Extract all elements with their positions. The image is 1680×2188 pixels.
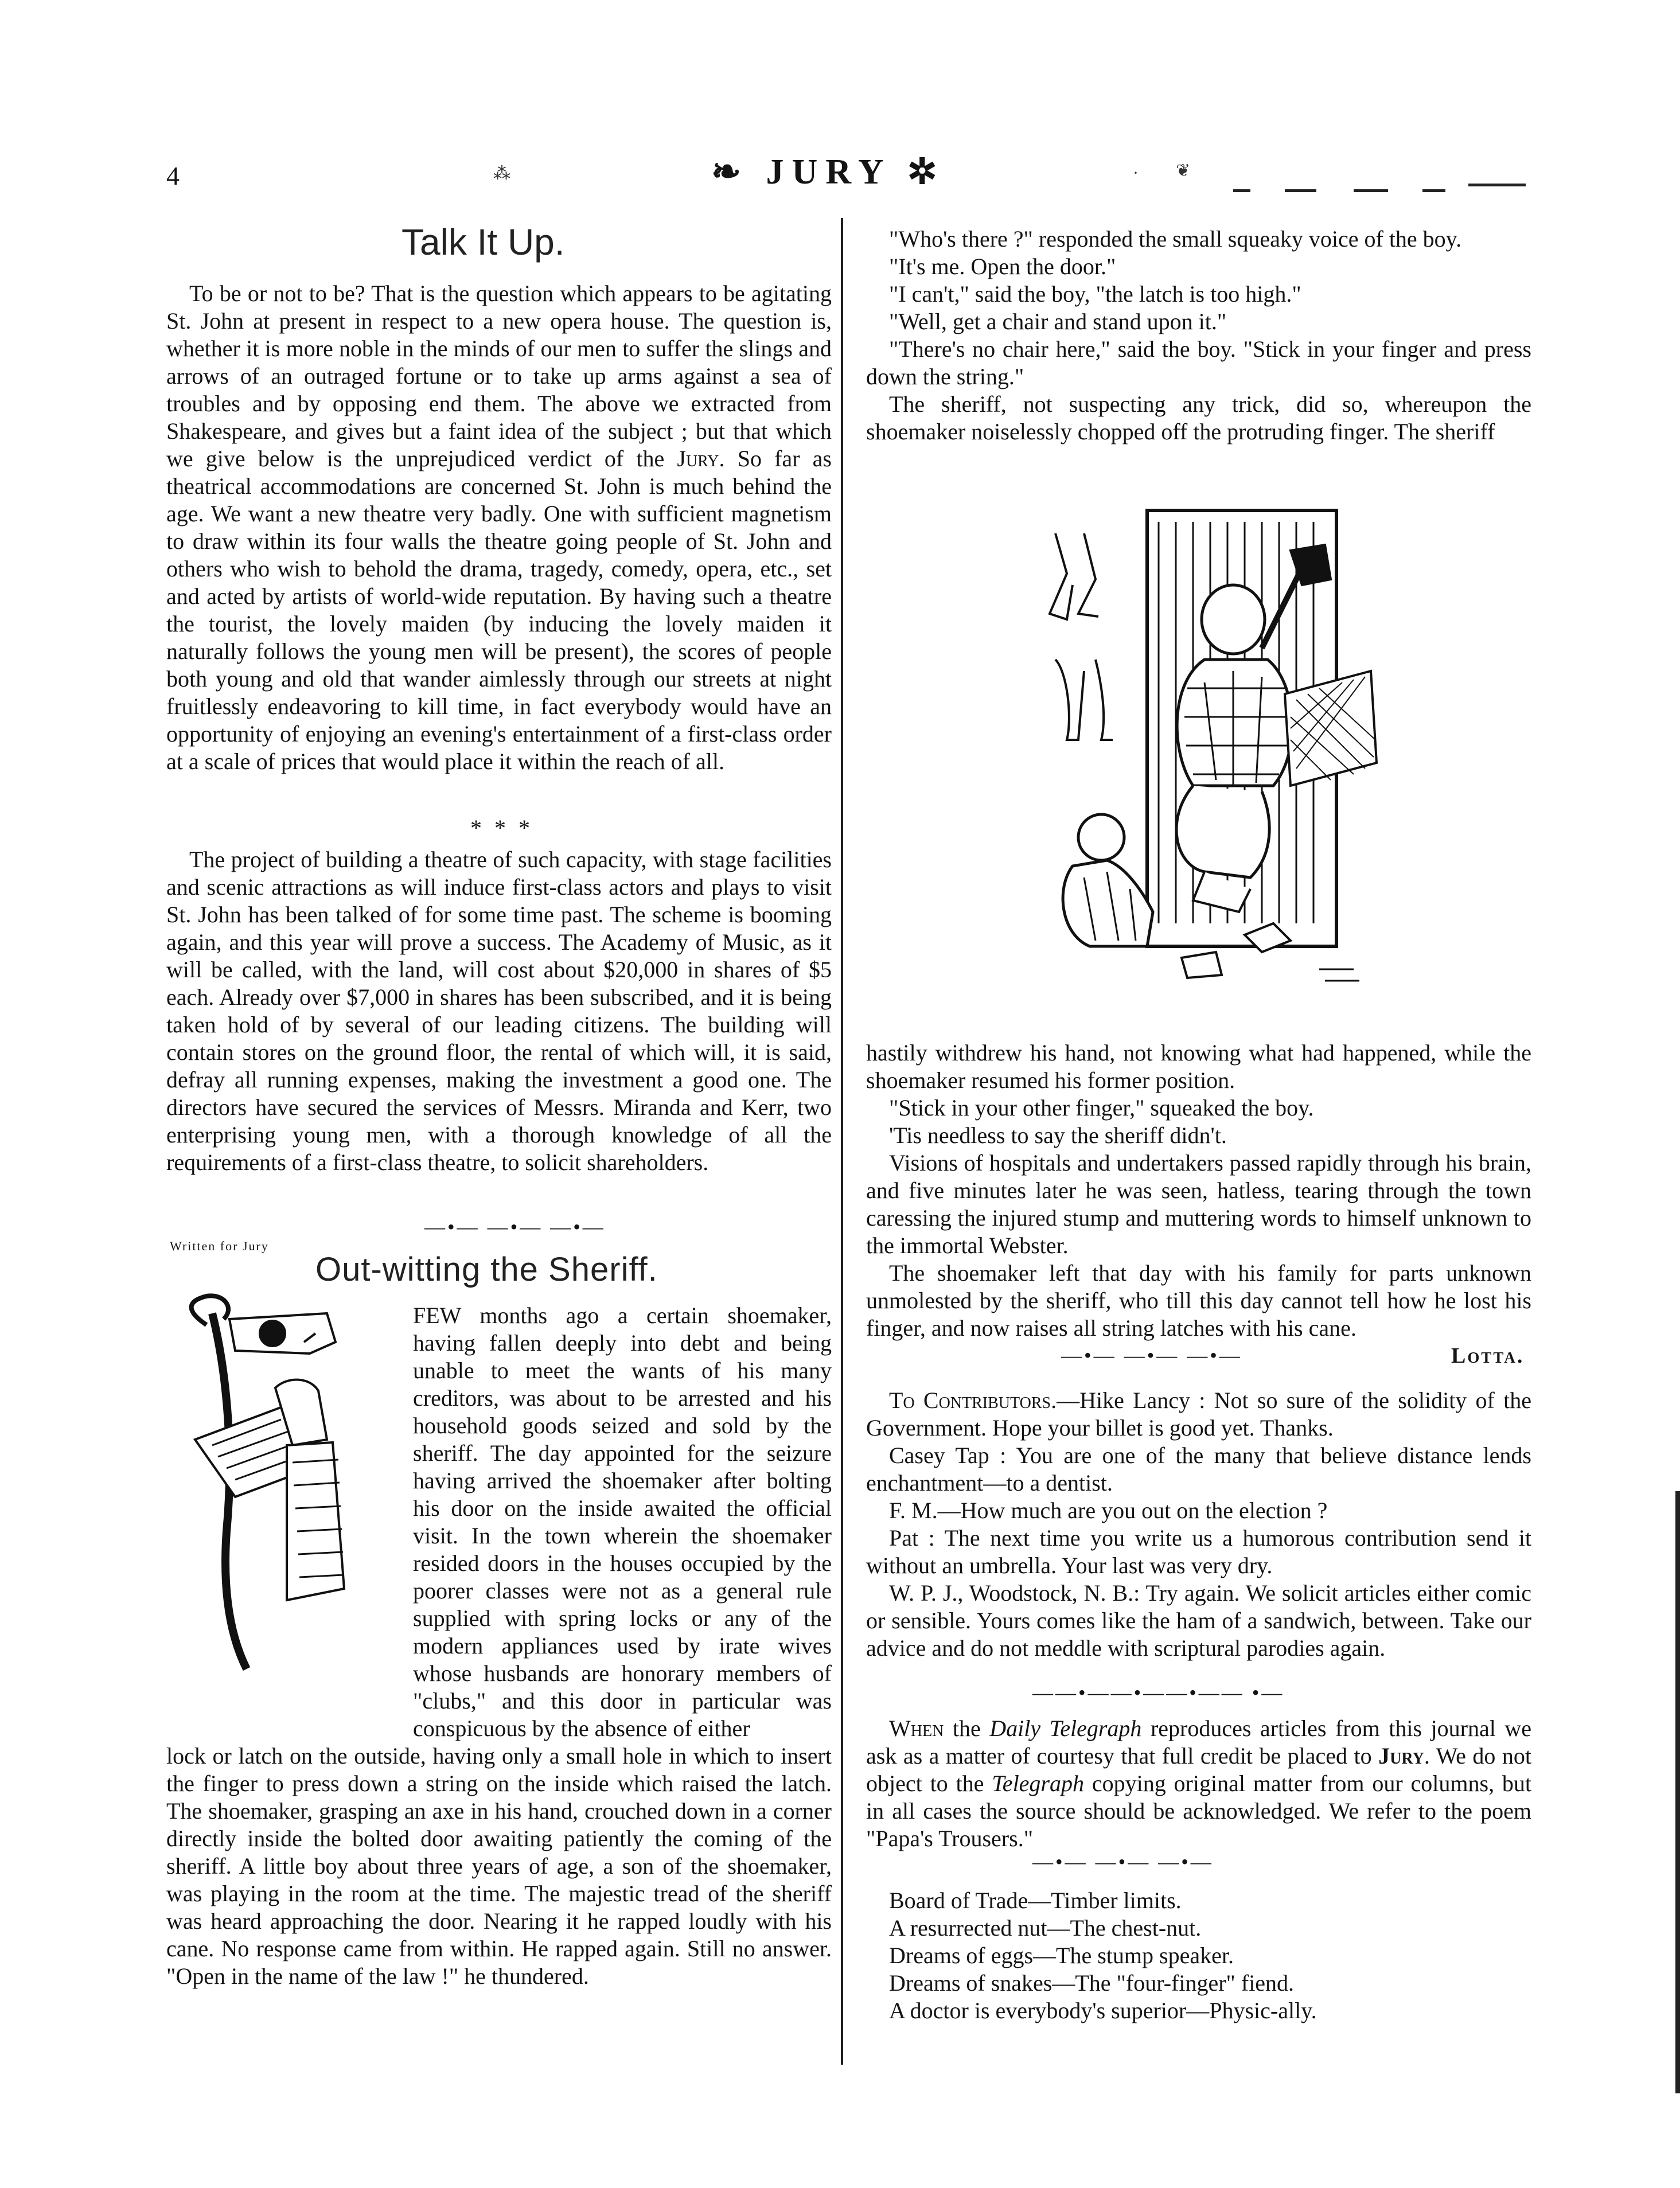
- header-rule-fragment: [1354, 189, 1388, 192]
- right-paragraph-shoemaker-left: The shoemaker left that day with his family for parts unknown unmolested by the sheriff, who till this day cannot tell how he lost his finger, and now raises all string latches with his cane.: [866, 1260, 1531, 1341]
- joke-item: A doctor is everybody's superior—Physic-ally.: [889, 1998, 1317, 2023]
- article-title-out-witting-the-sheriff: Out-witting the Sheriff.: [315, 1251, 658, 1288]
- axe-and-hand-illustration: [172, 1290, 402, 1680]
- right-paragraph-chopped: The sheriff, not suspecting any trick, did so, whereupon the shoemaker noiselessly chopped off the protruding finger. The sheriff: [866, 391, 1531, 444]
- telegraph-jury: Jury: [1378, 1743, 1424, 1769]
- right-paragraph-its-me: "It's me. Open the door.": [889, 253, 1116, 279]
- joke-item: Board of Trade—Timber limits.: [889, 1887, 1182, 1913]
- telegraph-text-1: the: [952, 1715, 981, 1741]
- divider: —•— —•— —•—: [424, 1215, 606, 1238]
- header-ornament-right: ❦: [1176, 161, 1191, 180]
- talk-paragraph-1: [166, 280, 832, 775]
- page-number: 4: [166, 161, 180, 190]
- right-paragraph-get-chair: "Well, get a chair and stand upon it.": [889, 309, 1227, 334]
- right-paragraph-who: "Who's there ?" responded the small squeaky voice of the boy.: [889, 226, 1462, 252]
- door-scene-drawing: [1032, 499, 1388, 992]
- masthead: [711, 150, 945, 193]
- joke-item: Dreams of eggs—The stump speaker.: [889, 1943, 1234, 1968]
- contributors-note-4: Pat : The next time you write us a humorous contribution send it without an umbrella. Your last was very dry.: [866, 1525, 1531, 1578]
- telegraph-when: When: [889, 1715, 944, 1741]
- sheriff-paragraph-1-continued: lock or latch on the outside, having only a small hole in which to insert the finger to press down a string on the inside which raised the latch. The shoemaker, grasping an axe in his hand, crouched down in a corner directly inside the bolted door awaiting patiently the coming of the sheriff. A little boy about three years of age, a son of the shoemaker, was playing in the room at the time. The majestic tread of the sheriff was heard approaching the door. Nearing it he rapped loudly with his cane. No response came from within. He rapped again. Still no answer. "Open in the name of the law !" he thundered.: [166, 1743, 832, 1989]
- joke-item: A resurrected nut—The chest-nut.: [889, 1915, 1202, 1941]
- contributors-note-3: F. M.—How much are you out on the election ?: [889, 1497, 1328, 1523]
- divider: —•— —•— —•—: [1061, 1344, 1242, 1367]
- masthead-title: JURY: [766, 153, 891, 192]
- divider: ——•——•——•—— •—: [1032, 1681, 1285, 1704]
- header-rule-fragment: [1233, 189, 1250, 192]
- talk-paragraph-1-text: To be or not to be? That is the question which appears to be agitating St. John at present in respect to a new opera house. The question is, whether it is more noble in the minds of our men to suffer the slings and arrows of an outraged fortune or to take up arms against a sea of troubles and by opposing end them. The above we extracted from Shakespeare, and gives but a faint idea of the subject ; but that which we give below is the unprejudiced verdict of the: [166, 280, 832, 471]
- header-rule-fragment: [1422, 189, 1445, 192]
- header-rule-fragment: [1285, 189, 1316, 192]
- talk-paragraph-1-rest: . So far as theatrical accommodations are concerned St. John is much behind the age. We want a new theatre very badly. One with sufficient magnetism to draw within its four walls the theatre going people of St. John and others who wish to behold the drama, tragedy, comedy, opera, etc., set and acted by artists of world-wide reputation. By having such a theatre the tourist, the lovely maiden (by inducing the lovely maiden it naturally follows the young men will be present), the scores of people both young and old that wander aimlessly through our streets at night fruitlessly endeavoring to kill time, in fact everybody would have an opportunity of enjoying an evening's entertainment of a first-class order at a scale of prices that would place it within the reach of all.: [166, 446, 832, 774]
- jury-name: Jury: [677, 446, 719, 471]
- talk-paragraph-2: The project of building a theatre of such capacity, with stage facilities and scenic attractions as will induce first-class actors and plays to visit St. John has been talked of for some time past. The scheme is booming again, and this year will prove a success. The Academy of Music, as it will be called, with the land, will cost about $20,000 in shares of $5 each. Already over $7,000 in shares has been subscribed, and it is being taken hold of by several of our leading citizens. The building will contain stores on the ground floor, the rental of which will, it is said, defray all running expenses, making the investment a good one. The directors have secured the services of Messrs. Miranda and Kerr, two enterprising young men, with a thorough knowledge of all the requirements of a first-class theatre, to solicit shareholders.: [166, 847, 832, 1175]
- telegraph-text-2: reproduces articles from this journal we ask as a matter of courtesy that full credit be placed to: [866, 1715, 1532, 1769]
- article-title-talk-it-up: Talk It Up.: [402, 221, 565, 263]
- right-paragraph-needless: 'Tis needless to say the sheriff didn't.: [889, 1122, 1227, 1148]
- contributors-note-2: Casey Tap : You are one of the many that believe distance lends enchantment—to a dentist.: [866, 1442, 1531, 1496]
- shoemaker-door-illustration: [1032, 499, 1388, 992]
- telegraph-text-3: . We do not object to the: [866, 1743, 1532, 1796]
- scan-edge: [1675, 1491, 1680, 2093]
- axe-hand-drawing: [172, 1290, 402, 1680]
- contributors-note-1: [866, 1387, 1531, 1442]
- masthead-ornament-left: ❧: [711, 153, 749, 192]
- header-ornament-left: ⁂: [493, 164, 510, 183]
- header-rule-fragment: [1468, 184, 1526, 186]
- right-paragraph-withdrew: hastily withdrew his hand, not knowing what had happened, while the shoemaker resumed his former position.: [866, 1040, 1531, 1093]
- written-for-credit: Written for Jury: [170, 1239, 269, 1253]
- header-ornament-dot: ·: [1133, 163, 1139, 182]
- telegraph-notice: [866, 1715, 1531, 1852]
- telegraph-text-4: copying original matter from our columns, but in all cases the source should be acknowledged. We refer to the poem "Papa's Trousers.": [866, 1770, 1532, 1851]
- masthead-ornament-right: ✲: [907, 153, 945, 192]
- column-rule: [841, 218, 843, 2065]
- telegraph-paper-name-2: Telegraph: [992, 1770, 1084, 1796]
- contributors-heading: To Contributors.: [889, 1387, 1057, 1413]
- contributors-note-1-text: —Hike Lancy : Not so sure of the solidity of the Government. Hope your billet is good yet. Thanks.: [866, 1387, 1531, 1441]
- divider: —•— —•— —•—: [1032, 1850, 1214, 1873]
- right-paragraph-other-finger: "Stick in your other finger," squeaked the boy.: [889, 1095, 1314, 1121]
- jokes-list: [889, 1887, 1520, 2025]
- contributors-note-5: W. P. J., Woodstock, N. B.: Try again. We solicit articles either comic or sensible. Yours comes like the ham of a sandwich, between. Take our advice and do not meddle with scriptural parodies again.: [866, 1580, 1531, 1661]
- right-paragraph-cant: "I can't," said the boy, "the latch is too high.": [889, 281, 1301, 307]
- sheriff-paragraph-1: FEW months ago a certain shoemaker, having fallen deeply into debt and being unable to meet the wants of his many creditors, was about to be arrested and his household goods seized and sold by the sheriff. The day appointed for the seizure having arrived the shoemaker after bolting his door on the inside awaited the official visit. In the town wherein the shoemaker resided doors in the houses occupied by the poorer classes were not as a general rule supplied with spring locks or any of the modern appliances used by irate wives whose husbands are honorary members of "clubs," and this door in particular was conspicuous by the absence of either: [413, 1302, 832, 1741]
- section-stars: * * *: [470, 815, 533, 841]
- author-signature: Lotta.: [1451, 1344, 1525, 1368]
- right-paragraph-no-chair: "There's no chair here," said the boy. "Stick in your finger and press down the string.": [866, 336, 1531, 389]
- telegraph-paper-name: Daily Telegraph: [989, 1715, 1142, 1741]
- right-paragraph-visions: Visions of hospitals and undertakers passed rapidly through his brain, and five minutes later he was seen, hatless, tearing through the town caressing the injured stump and muttering words to himself unknown to the immortal Webster.: [866, 1150, 1531, 1258]
- joke-item: Dreams of snakes—The "four-finger" fiend.: [889, 1970, 1295, 1996]
